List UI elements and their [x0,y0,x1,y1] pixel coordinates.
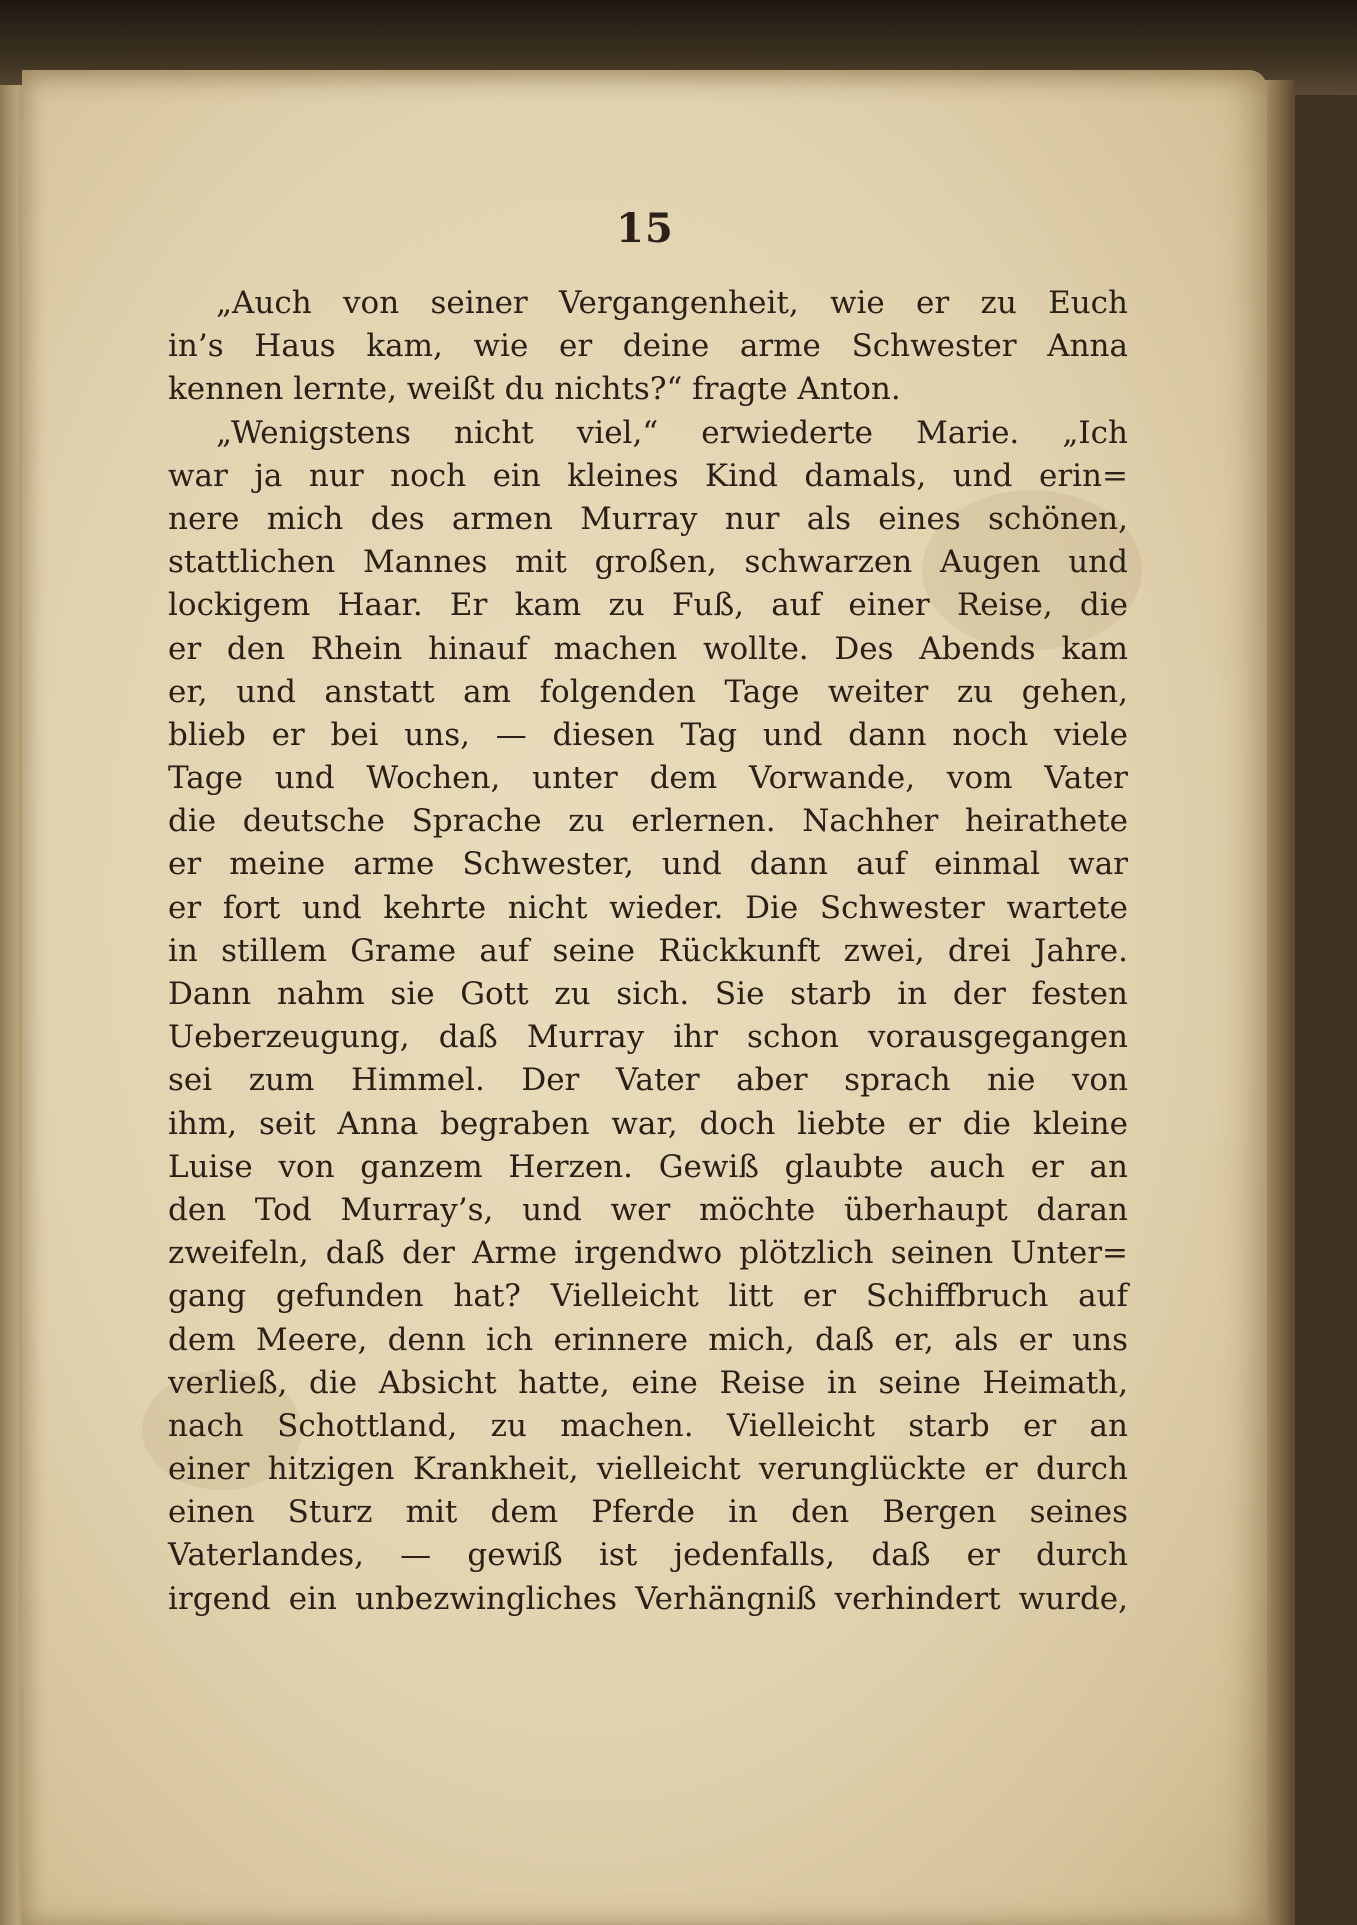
text-line: einen Sturz mit dem Pferde in den Bergen seines [168,1494,1128,1531]
text-line: Ueberzeugung, daß Murray ihr schon vorausgegangen [168,1019,1128,1056]
body-text [168,282,1128,1621]
text-line: in’s Haus kam, wie er deine arme Schwester Anna [168,328,1128,365]
text-line: verließ, die Absicht hatte, eine Reise in seine Heimath, [168,1364,1128,1401]
text-line: kennen lernte, weißt du nichts?“ fragte Anton. [168,371,901,408]
text-line: irgend ein unbezwingliches Verhängniß verhindert wurde, [168,1580,1128,1617]
text-line: nach Schottland, zu machen. Vielleicht starb er an [168,1407,1128,1444]
text-line: nere mich des armen Murray nur als eines schönen, [168,500,1128,537]
text-line: stattlichen Mannes mit großen, schwarzen Augen und [168,544,1128,581]
text-line: Dann nahm sie Gott zu sich. Sie starb in der festen [168,976,1128,1012]
text-line: sei zum Himmel. Der Vater aber sprach nie von [168,1062,1128,1099]
text-line: er fort und kehrte nicht wieder. Die Schwester wartete [168,889,1128,926]
text-line: zweifeln, daß der Arme irgendwo plötzlich seinen Unter= [168,1235,1128,1272]
text-line: blieb er bei uns, — diesen Tag und dann noch viele [168,716,1128,753]
text-line: in stillem Grame auf seine Rückkunft zwei, drei Jahre. [168,932,1128,969]
text-line: er den Rhein hinauf machen wollte. Des Abends kam [168,630,1128,667]
text-line: „Auch von seiner Vergangenheit, wie er zu Euch [216,285,1128,321]
text-line: „Wenigstens nicht viel,“ erwiederte Marie. „Ich [216,414,1128,451]
text-line: gang gefunden hat? Vielleicht litt er Schiffbruch auf [168,1278,1128,1315]
text-line: dem Meere, denn ich erinnere mich, daß er, als er uns [168,1321,1128,1358]
text-line: Vaterlandes, — gewiß ist jedenfalls, daß er durch [168,1537,1128,1574]
text-line: er, und anstatt am folgenden Tage weiter zu gehen, [168,673,1128,710]
text-line: die deutsche Sprache zu erlernen. Nachher heirathete [168,803,1128,840]
text-line: den Tod Murray’s, und wer möchte überhaupt daran [168,1191,1128,1228]
text-line: war ja nur noch ein kleines Kind damals, und erin= [168,457,1128,494]
text-line: einer hitzigen Krankheit, vielleicht verunglückte er durch [168,1451,1128,1488]
text-line: Luise von ganzem Herzen. Gewiß glaubte auch er an [168,1148,1128,1185]
text-line: lockigem Haar. Er kam zu Fuß, auf einer Reise, die [168,587,1128,624]
text-line: Tage und Wochen, unter dem Vorwande, vom Vater [168,760,1128,797]
text-line: ihm, seit Anna begraben war, doch liebte er die kleine [168,1105,1128,1142]
page-number: 15 [616,205,674,252]
text-line: er meine arme Schwester, und dann auf einmal war [168,846,1128,883]
